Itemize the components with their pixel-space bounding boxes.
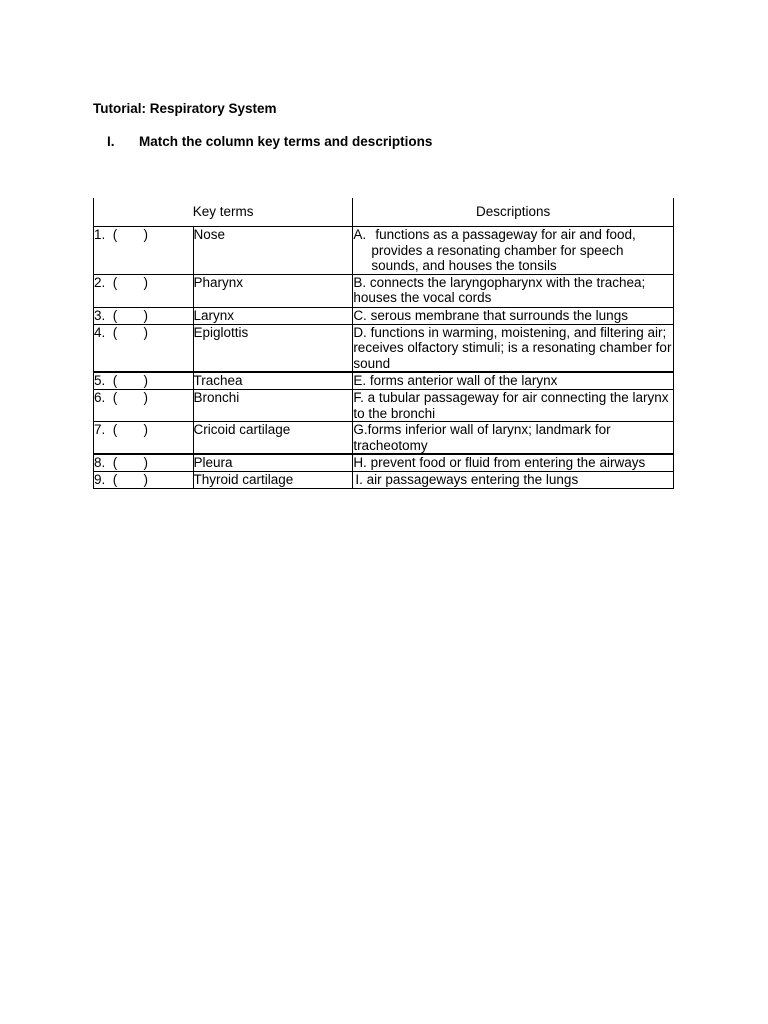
description (353, 227, 674, 275)
answer-blank[interactable]: 2. ( ) (94, 274, 194, 307)
key-term: Pharynx (193, 274, 353, 307)
document-title: Tutorial: Respiratory System (93, 101, 277, 116)
matching-table (93, 198, 674, 489)
table-row (94, 324, 674, 372)
answer-blank[interactable]: 1. ( ) (94, 227, 194, 275)
description-text: functions as a passageway for air and food, provides a resonating chamber for speech sounds, and houses the tonsils (371, 227, 636, 273)
description-a (353, 227, 673, 274)
description: D. functions in warming, moistening, and filtering air; receives olfactory stimuli; is a resonating chamber for sound (353, 324, 674, 372)
answer-blank[interactable]: 9. ( ) (94, 472, 194, 489)
answer-blank[interactable]: 7. ( ) (94, 422, 194, 455)
key-term: Pleura (193, 454, 353, 472)
table-row (94, 307, 674, 324)
key-term: Nose (193, 227, 353, 275)
table-row (94, 372, 674, 390)
answer-blank[interactable]: 8. ( ) (94, 454, 194, 472)
description: E. forms anterior wall of the larynx (353, 372, 674, 390)
key-term: Bronchi (193, 390, 353, 422)
description (353, 472, 674, 489)
description: G.forms inferior wall of larynx; landmark for tracheotomy (353, 422, 674, 455)
table-header-row (94, 198, 674, 227)
header-descriptions: Descriptions (353, 198, 674, 227)
table-row (94, 422, 674, 455)
table-row (94, 454, 674, 472)
answer-blank[interactable]: 4. ( ) (94, 324, 194, 372)
description-letter: A. (353, 227, 367, 242)
answer-blank[interactable]: 5. ( ) (94, 372, 194, 390)
table-row (94, 274, 674, 307)
answer-blank[interactable]: 3. ( ) (94, 307, 194, 324)
table-row (94, 390, 674, 422)
key-term: Epiglottis (193, 324, 353, 372)
key-term: Larynx (193, 307, 353, 324)
table-row (94, 227, 674, 275)
description: C. serous membrane that surrounds the lungs (353, 307, 674, 324)
key-term: Trachea (193, 372, 353, 390)
description: F. a tubular passageway for air connecting the larynx to the bronchi (353, 390, 674, 422)
description: H. prevent food or fluid from entering the airways (353, 454, 674, 472)
answer-blank[interactable]: 6. ( ) (94, 390, 194, 422)
key-term: Thyroid cartilage (193, 472, 353, 489)
section-number: I. (107, 134, 115, 149)
section-heading (107, 134, 432, 150)
section-heading-text: Match the column key terms and descriptions (139, 134, 433, 149)
description-text: I. air passageways entering the lungs (355, 472, 579, 487)
table-row (94, 472, 674, 489)
description: B. connects the laryngopharynx with the trachea; houses the vocal cords (353, 274, 674, 307)
key-term: Cricoid cartilage (193, 422, 353, 455)
header-key-terms: Key terms (94, 198, 353, 227)
